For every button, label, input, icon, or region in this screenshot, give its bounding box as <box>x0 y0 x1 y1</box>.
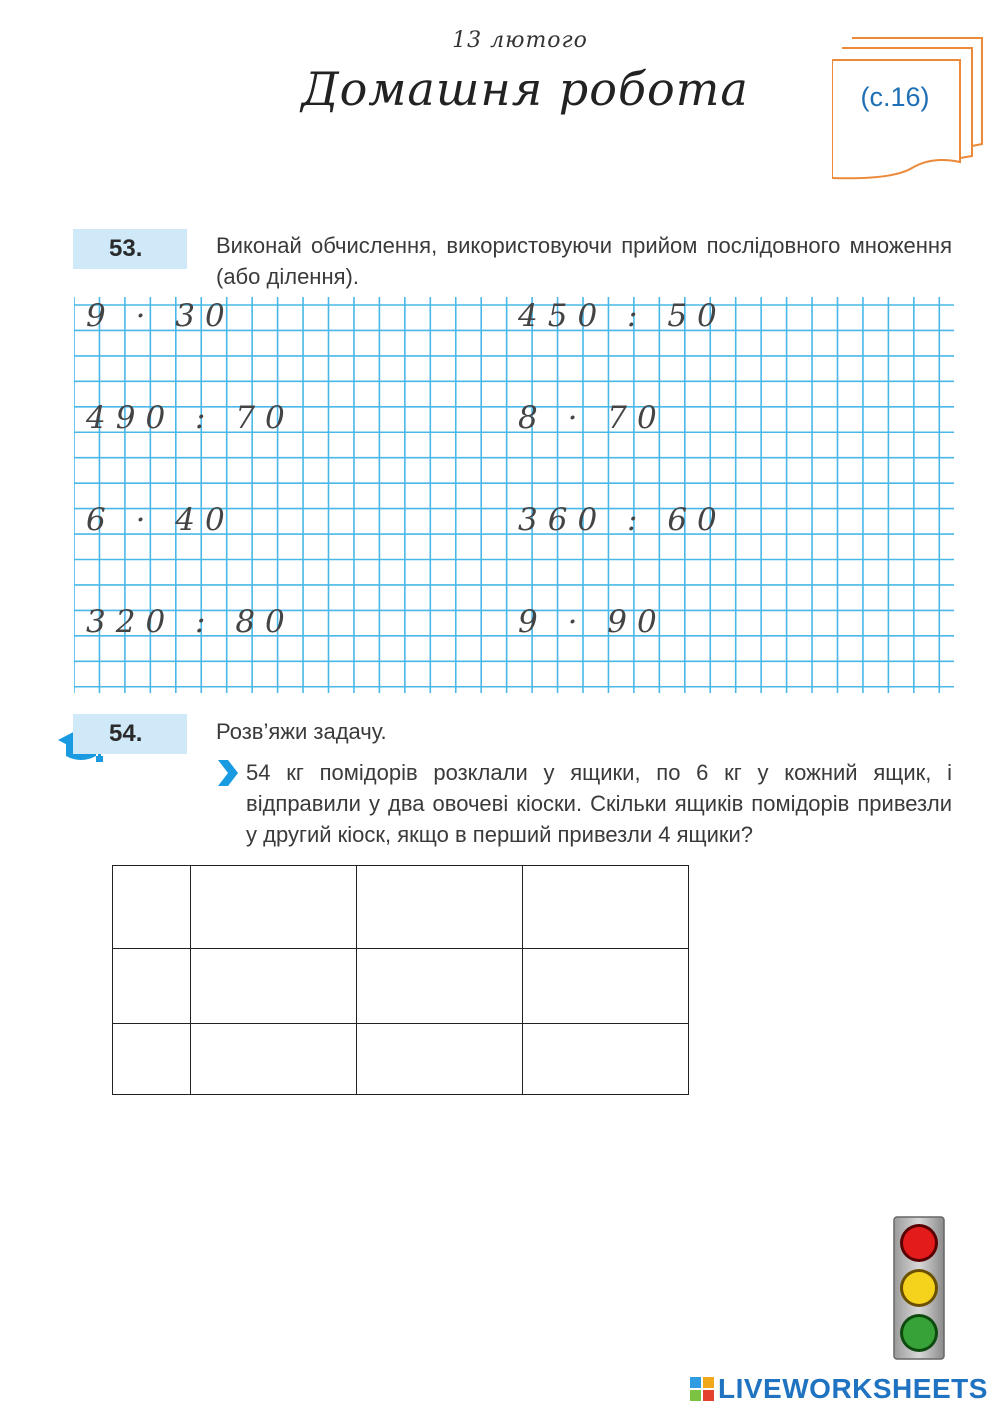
table-cell[interactable] <box>191 1024 357 1095</box>
logo-block-l <box>690 1377 701 1388</box>
logo-block-i <box>703 1377 714 1388</box>
table-cell[interactable] <box>191 949 357 1024</box>
liveworksheets-logo[interactable] <box>690 1372 988 1406</box>
task-53-badge: 53. <box>73 229 187 269</box>
date-heading: 13 лютого <box>452 28 588 53</box>
expression-right-3: 360 : 60 <box>518 502 727 538</box>
page-reference: (с.16) <box>860 82 930 112</box>
logo-block-v <box>690 1390 701 1401</box>
table-cell[interactable] <box>113 949 191 1024</box>
table-cell[interactable] <box>523 949 689 1024</box>
table-cell[interactable] <box>191 866 357 949</box>
task-54-intro: Розв’яжи задачу. <box>216 719 387 744</box>
table-cell[interactable] <box>523 866 689 949</box>
answer-table <box>112 865 689 1095</box>
table-cell[interactable] <box>523 1024 689 1095</box>
expression-right-1: 450 : 50 <box>518 298 727 334</box>
table-cell[interactable] <box>357 1024 523 1095</box>
table-cell[interactable] <box>113 1024 191 1095</box>
logo-block-e <box>703 1390 714 1401</box>
task-53-instruction: Виконай обчислення, використовуючи прийом послідовного множення (або ділення). <box>216 233 952 289</box>
traffic-light-icon[interactable] <box>893 1216 945 1360</box>
table-cell[interactable] <box>113 866 191 949</box>
expression-left-2: 490 : 70 <box>86 400 295 436</box>
task-54-problem: 54 кг помідорів розклали у ящики, по 6 кг у кожний ящик, і відправили у два овочеві кіоски. Скільки ящиків помідорів привезли у другий кіоск, якщо в перший привезли 4 ящики? <box>246 760 952 847</box>
table-cell[interactable] <box>357 949 523 1024</box>
chevron-right-icon <box>216 760 238 786</box>
expression-left-3: 6 · 40 <box>86 502 235 538</box>
expression-left-1: 9 · 30 <box>86 298 235 334</box>
logo-text: LIVEWORKSHEETS <box>718 1373 988 1404</box>
page-title: Домашня робота <box>301 62 749 116</box>
logo-blocks-icon <box>690 1377 714 1401</box>
table-cell[interactable] <box>357 866 523 949</box>
expression-left-4: 320 : 80 <box>86 604 295 640</box>
task-54-badge: 54. <box>73 714 187 754</box>
expression-right-2: 8 · 70 <box>518 400 667 436</box>
expression-right-4: 9 · 90 <box>518 604 667 640</box>
